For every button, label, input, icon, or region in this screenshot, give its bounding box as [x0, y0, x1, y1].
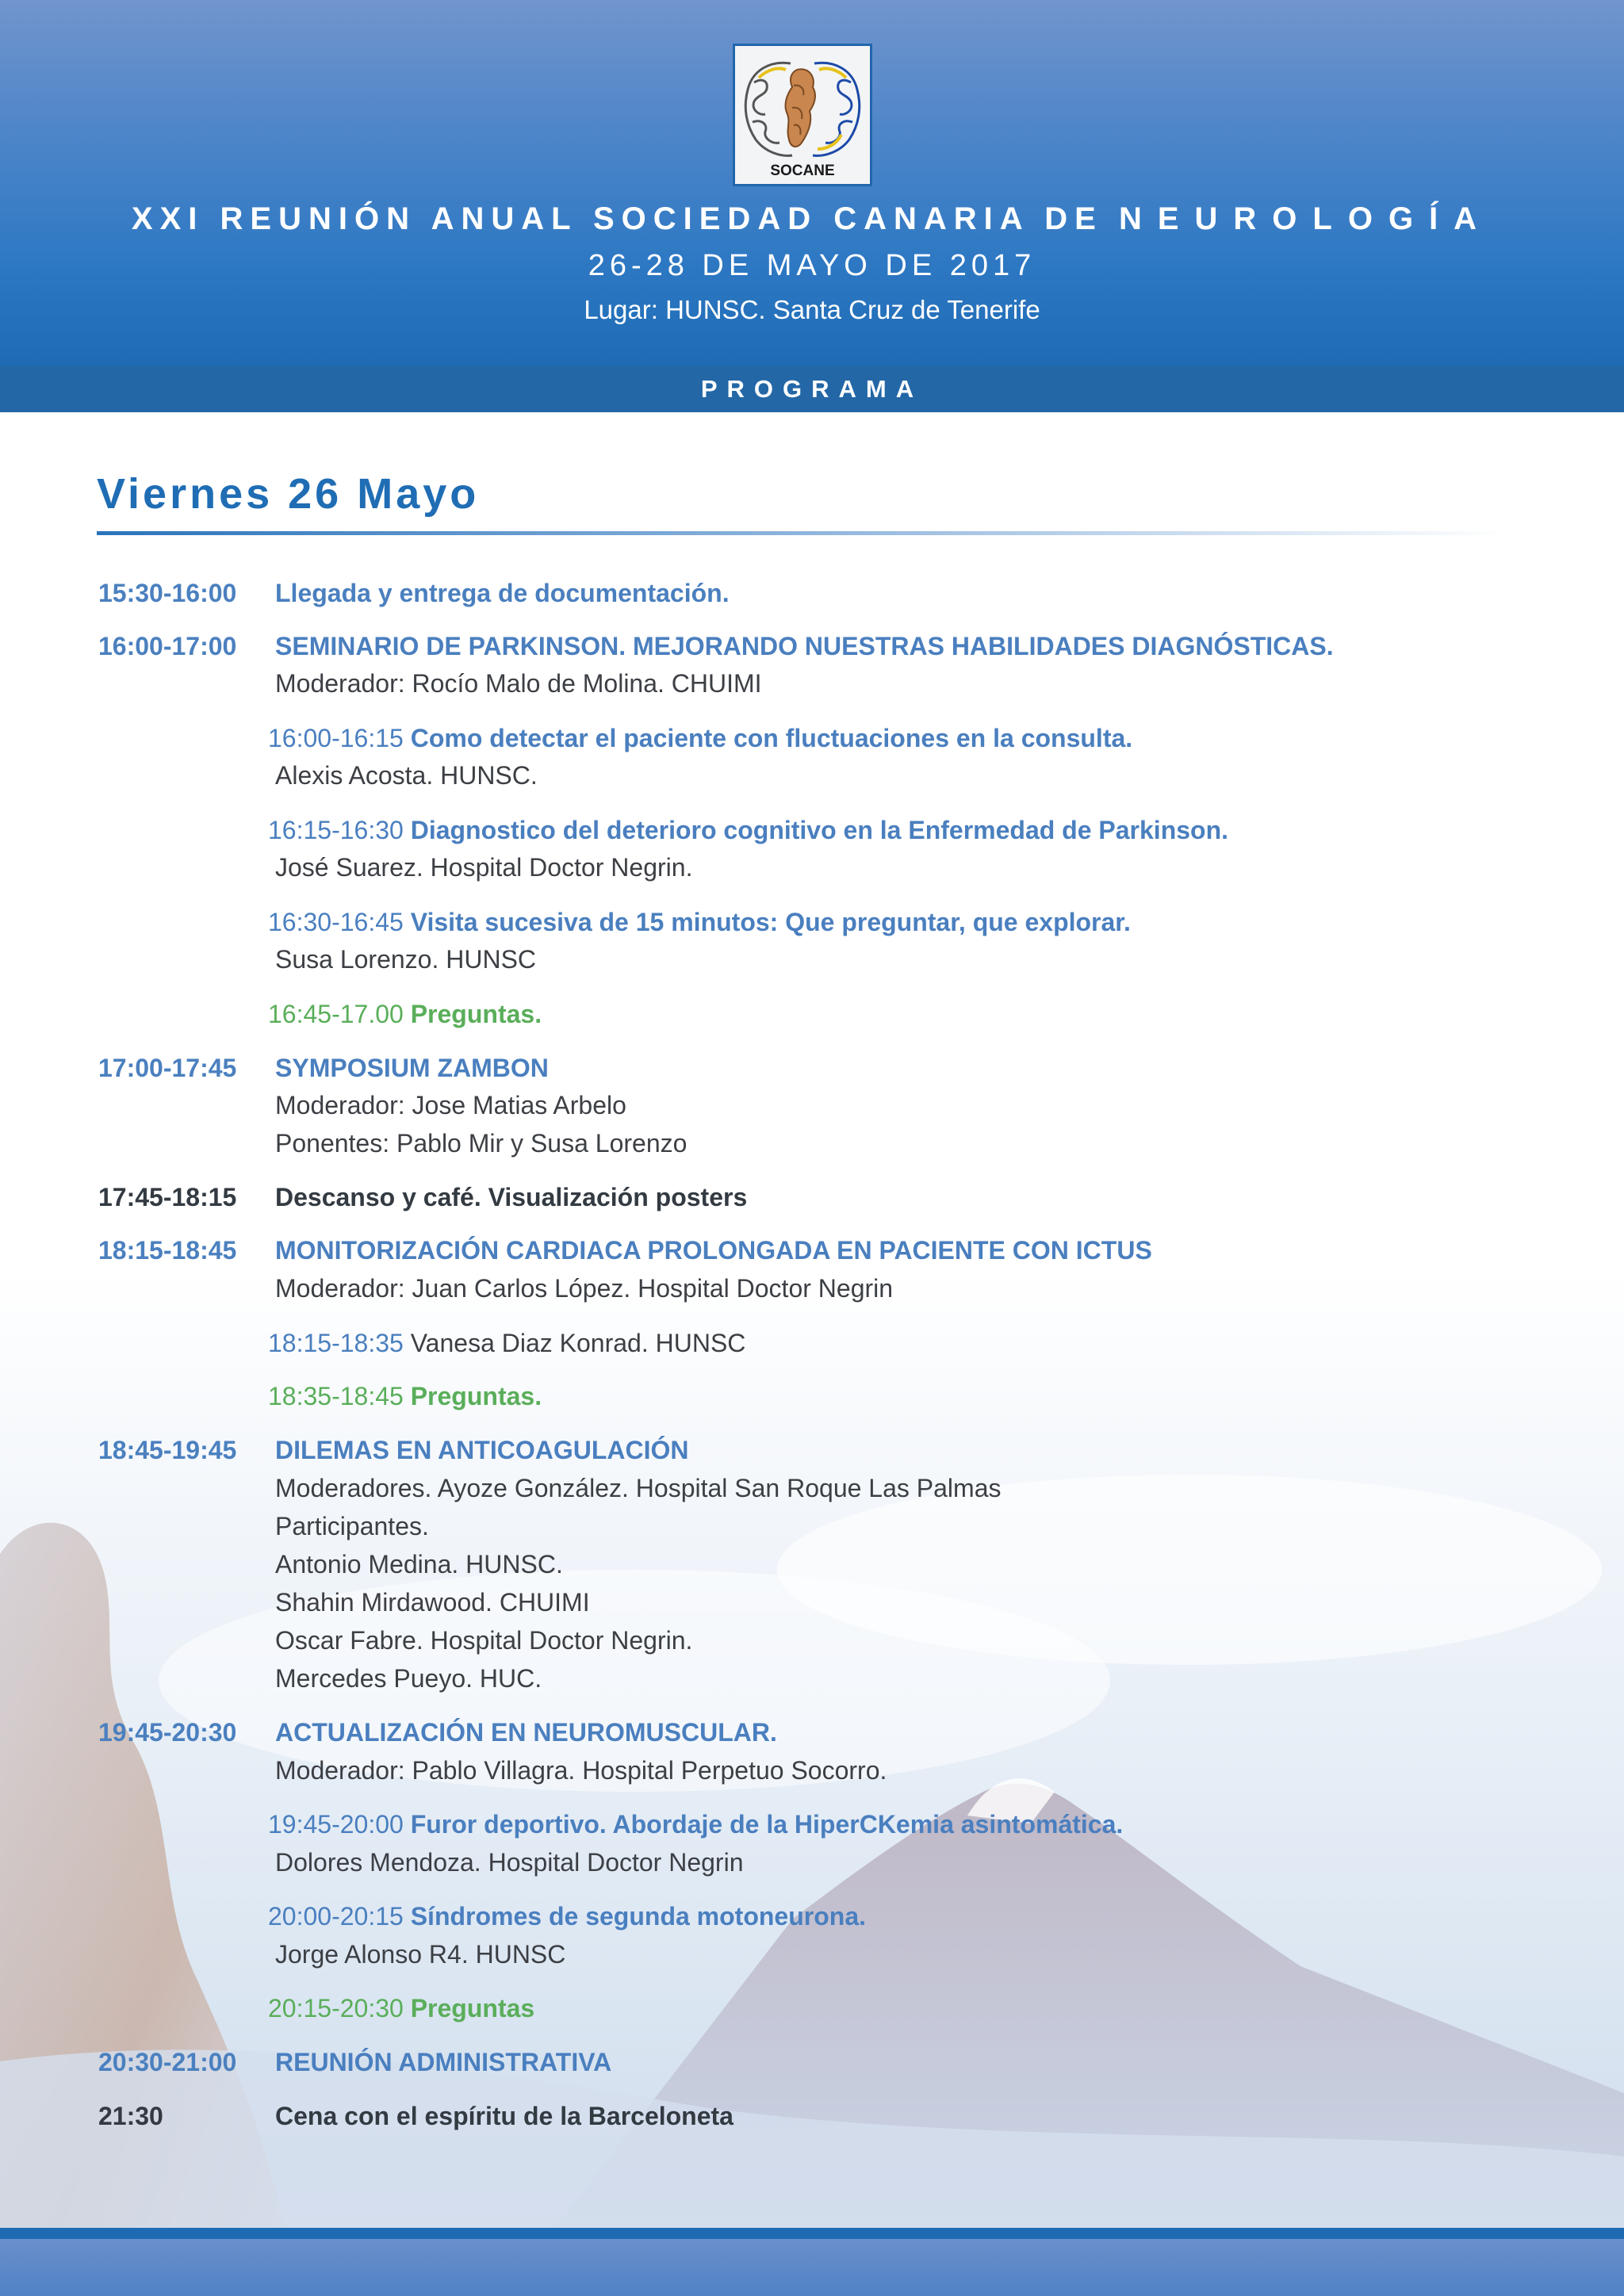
- session-time: 16:00-16:15: [268, 724, 404, 752]
- entry-title: Descanso y café. Visualización posters: [275, 1183, 748, 1211]
- programa-bar: PROGRAMA: [0, 366, 1624, 412]
- session-time: 19:45-20:00: [268, 1810, 404, 1839]
- event-title: [0, 201, 1624, 237]
- session-speaker: José Suarez. Hospital Doctor Negrin.: [275, 853, 693, 882]
- entry-title: SEMINARIO DE PARKINSON. MEJORANDO NUESTRAS HABILIDADES DIAGNÓSTICAS.: [275, 632, 1334, 660]
- entry-time: 19:45-20:30: [98, 1718, 237, 1747]
- entry-detail: Participantes.: [275, 1512, 429, 1540]
- session-row: [268, 814, 1228, 846]
- entry-detail: Oscar Fabre. Hospital Doctor Negrin.: [275, 1626, 693, 1655]
- session-title: Síndromes de segunda motoneurona.: [410, 1902, 866, 1931]
- questions-row: [268, 998, 542, 1030]
- session-time: 16:15-16:30: [268, 816, 404, 844]
- entry-detail: Ponentes: Pablo Mir y Susa Lorenzo: [275, 1129, 688, 1158]
- entry-detail: Moderadores. Ayoze González. Hospital San Roque Las Palmas: [275, 1474, 1002, 1502]
- entry-title: SYMPOSIUM ZAMBON: [275, 1054, 549, 1082]
- logo-text: SOCANE: [770, 163, 835, 179]
- questions-label: Preguntas.: [410, 1000, 542, 1028]
- session-speaker: Susa Lorenzo. HUNSC: [275, 945, 537, 974]
- entry-title: DILEMAS EN ANTICOAGULACIÓN: [275, 1436, 689, 1464]
- entry-time: 16:00-17:00: [98, 632, 237, 660]
- session-title: Furor deportivo. Abordaje de la HiperCKemia asintomática.: [410, 1810, 1124, 1839]
- event-dates: 26-28 DE MAYO DE 2017: [588, 249, 1036, 282]
- session-speaker: Vanesa Diaz Konrad. HUNSC: [410, 1329, 746, 1357]
- entry-detail: Moderador: Jose Matias Arbelo: [275, 1091, 626, 1119]
- footer-bar: [0, 2228, 1624, 2296]
- session-time: 16:30-16:45: [268, 908, 404, 936]
- entry-time: 18:15-18:45: [98, 1236, 237, 1265]
- session-time: 16:45-17.00: [268, 1000, 404, 1028]
- entry-detail: Shahin Mirdawood. CHUIMI: [275, 1588, 590, 1617]
- entry-detail: Mercedes Pueyo. HUC.: [275, 1664, 542, 1693]
- questions-label: Preguntas.: [410, 1382, 542, 1410]
- landscape-background: [0, 1269, 1624, 2228]
- entry-title: ACTUALIZACIÓN EN NEUROMUSCULAR.: [275, 1718, 777, 1747]
- session-title: Como detectar el paciente con fluctuaciones en la consulta.: [410, 724, 1133, 752]
- entry-detail: Antonio Medina. HUNSC.: [275, 1550, 563, 1578]
- event-title-main: XXI REUNIÓN ANUAL SOCIEDAD CANARIA DE: [131, 201, 1119, 236]
- session-title: Diagnostico del deterioro cognitivo en la Enfermedad de Parkinson.: [410, 816, 1229, 844]
- session-time: 18:35-18:45: [268, 1382, 404, 1410]
- entry-time: 15:30-16:00: [98, 579, 237, 607]
- session-speaker: Dolores Mendoza. Hospital Doctor Negrin: [275, 1848, 744, 1877]
- entry-title: REUNIÓN ADMINISTRATIVA: [275, 2048, 612, 2076]
- entry-time: 21:30: [98, 2102, 163, 2130]
- session-row: [268, 1900, 866, 1932]
- entry-title: Llegada y entrega de documentación.: [275, 579, 730, 607]
- day-divider: [97, 531, 1508, 535]
- session-row: [268, 722, 1132, 754]
- entry-time: 20:30-21:00: [98, 2048, 237, 2076]
- entry-detail: Moderador: Juan Carlos López. Hospital Doctor Negrin: [275, 1274, 894, 1303]
- event-place: Lugar: HUNSC. Santa Cruz de Tenerife: [584, 295, 1040, 324]
- entry-title: MONITORIZACIÓN CARDIACA PROLONGADA EN PACIENTE CON ICTUS: [275, 1236, 1152, 1265]
- header-banner: [0, 0, 1624, 366]
- session-time: 20:15-20:30: [268, 1994, 404, 2022]
- session-title: Visita sucesiva de 15 minutos: Que preguntar, que explorar.: [410, 908, 1131, 936]
- entry-time: 17:00-17:45: [98, 1054, 237, 1082]
- entry-time: 18:45-19:45: [98, 1436, 237, 1464]
- entry-detail: Moderador: Pablo Villagra. Hospital Perpetuo Socorro.: [275, 1756, 887, 1785]
- entry-detail: Moderador: Rocío Malo de Molina. CHUIMI: [275, 669, 762, 698]
- session-row: [268, 1327, 745, 1359]
- event-title-neurologia: NEUROLOGÍA: [1118, 201, 1493, 236]
- questions-row: [268, 1380, 542, 1412]
- session-time: 20:00-20:15: [268, 1902, 404, 1931]
- entry-time: 17:45-18:15: [98, 1183, 237, 1211]
- session-speaker: Jorge Alonso R4. HUNSC: [275, 1940, 566, 1969]
- socane-logo: [733, 44, 872, 186]
- session-row: [268, 906, 1131, 938]
- questions-row: [268, 1992, 534, 2024]
- session-speaker: Alexis Acosta. HUNSC.: [275, 761, 538, 790]
- questions-label: Preguntas: [410, 1994, 535, 2022]
- session-time: 18:15-18:35: [268, 1329, 404, 1357]
- entry-title: Cena con el espíritu de la Barceloneta: [275, 2102, 733, 2130]
- session-row: [268, 1808, 1123, 1840]
- day-title: Viernes 26 Mayo: [97, 470, 480, 518]
